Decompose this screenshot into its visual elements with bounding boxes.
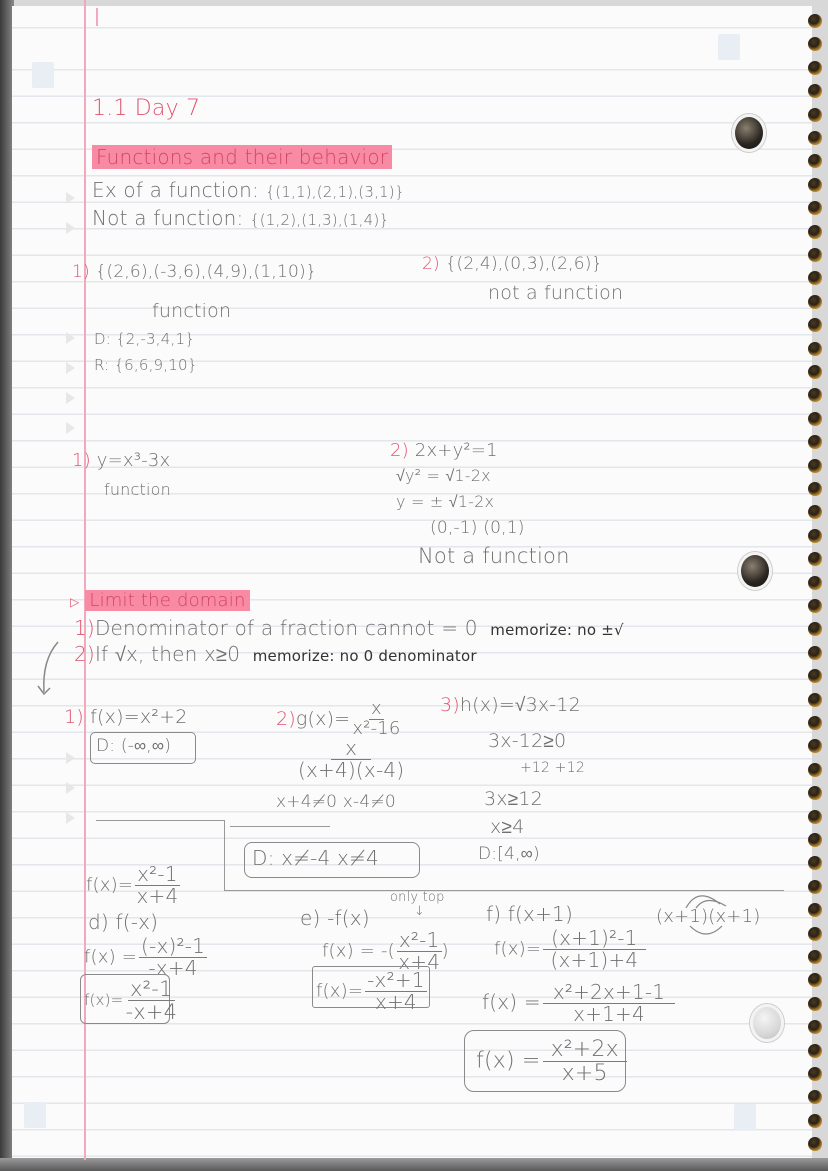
domain-rule-1: 1)Denominator of a fraction cannot = 0 memorize: no ±√ xyxy=(74,616,624,640)
spiral-ring-icon xyxy=(808,1114,822,1128)
spiral-ring-icon xyxy=(808,716,822,730)
transform-f-side-work: (x+1)(x+1) xyxy=(656,906,761,927)
spiral-ring-icon xyxy=(808,154,822,168)
spiral-ring-icon xyxy=(808,365,822,379)
problem-b2-verdict: Not a function xyxy=(418,544,570,568)
margin-triangle-icon xyxy=(66,422,75,434)
spiral-ring-icon xyxy=(808,529,822,543)
section-heading-functions: Functions and their behavior xyxy=(92,145,392,169)
spiral-ring-icon xyxy=(808,739,822,753)
example-2-conditions: x+4≠0 x-4≠0 xyxy=(276,792,396,812)
spiral-ring-icon xyxy=(808,880,822,894)
bracket-line xyxy=(230,826,330,827)
margin-triangle-icon xyxy=(66,332,75,344)
margin-triangle-icon xyxy=(66,362,75,374)
example-3-step2: +12 +12 xyxy=(520,760,585,776)
spiral-ring-icon xyxy=(808,1044,822,1058)
example-3-step1: 3x-12≥0 xyxy=(488,730,567,752)
down-arrow-icon: ↓ xyxy=(414,904,426,919)
spiral-ring-icon xyxy=(808,131,822,145)
spiral-ring-icon xyxy=(808,669,822,683)
example-2-domain: D: x≠-4 x≠4 xyxy=(252,846,379,870)
section-heading-domain: ▷ Limit the domain xyxy=(70,590,250,611)
bracket-line xyxy=(96,820,224,821)
spiral-ring-icon xyxy=(808,1137,822,1151)
spiral-ring-icon xyxy=(808,412,822,426)
transform-f-step2: f(x) = $\frac{\text{x²+2x+1-1}}{x+1+4}$ xyxy=(482,982,675,1025)
example-3-step3: 3x≥12 xyxy=(484,788,543,810)
margin-triangle-icon xyxy=(66,392,75,404)
spiral-ring-icon xyxy=(808,318,822,332)
problem-b1-verdict: function xyxy=(104,480,171,499)
problem-b2-step1: √y² = √1-2x xyxy=(396,466,491,485)
nonexample-function-line: Not a function: {(1,2),(1,3),(1,4)} xyxy=(92,206,390,230)
problem-b2-points: (0,-1) (0,1) xyxy=(430,518,525,538)
spiral-ring-icon xyxy=(808,1067,822,1081)
problem-b2: 2) 2x+y²=1 xyxy=(390,440,498,461)
spiral-ring-icon xyxy=(808,225,822,239)
spiral-ring-icon xyxy=(808,295,822,309)
corner-mark-icon xyxy=(734,1104,756,1130)
spiral-ring-icon xyxy=(808,786,822,800)
transform-d-answer: f(x)= $\frac{\text{x²-1}}{-x+4}$ xyxy=(84,977,178,1025)
spiral-ring-icon xyxy=(808,927,822,941)
spiral-ring-icon xyxy=(808,178,822,192)
transform-e-step: f(x) = -( $\frac{\text{x²-1}}{x+4}$ ) xyxy=(322,928,449,974)
curved-arrow-icon xyxy=(34,640,64,700)
spiral-ring-icon xyxy=(808,84,822,98)
example-2: 2)g(x)= $\frac{x}{\text{x²-16}}$ xyxy=(276,698,401,739)
example-3-step4: x≥4 xyxy=(490,816,525,838)
margin-triangle-icon xyxy=(66,782,75,794)
corner-mark-icon xyxy=(24,1102,46,1128)
problem-a1: 1) {(2,6),(-3,6),(4,9),(1,10)} xyxy=(72,262,317,282)
spiral-ring-icon xyxy=(808,973,822,987)
margin-triangle-icon xyxy=(66,752,75,764)
spiral-ring-icon xyxy=(808,856,822,870)
problem-a1-range: R: {6,6,9,10} xyxy=(94,356,198,374)
transform-e-label: e) -f(x) xyxy=(300,906,370,930)
spiral-ring-icon xyxy=(808,248,822,262)
spiral-ring-icon xyxy=(808,693,822,707)
transform-f-step1: f(x)= $\frac{\text{(x+1)²-1}}{(x+1)+4}$ xyxy=(494,928,646,971)
problem-b1: 1) y=x³-3x xyxy=(72,450,171,471)
transform-e-note: only top xyxy=(390,890,445,905)
spiral-ring-icon xyxy=(808,505,822,519)
spiral-ring-icon xyxy=(808,435,822,449)
page-title: 1.1 Day 7 xyxy=(92,96,201,121)
transform-f-label: f) f(x+1) xyxy=(486,902,573,926)
problem-a1-domain: D: {2,-3,4,1} xyxy=(94,330,195,348)
transform-f-answer: f(x) = $\frac{\text{x²+2x}}{x+5}$ xyxy=(476,1038,627,1085)
spiral-ring-icon xyxy=(808,108,822,122)
punch-hole-icon xyxy=(738,552,772,590)
spiral-ring-icon xyxy=(808,388,822,402)
margin-triangle-icon xyxy=(66,812,75,824)
problem-a2-verdict: not a function xyxy=(488,282,624,304)
spiral-ring-icon xyxy=(808,1020,822,1034)
spiral-ring-icon xyxy=(808,14,822,28)
problem-b2-step2: y = ± √1-2x xyxy=(396,492,495,511)
spiral-ring-icon xyxy=(808,997,822,1011)
example-1-domain: D: (-∞,∞) xyxy=(96,736,172,756)
foil-arrows-icon xyxy=(676,886,736,946)
example-1: 1) f(x)=x²+2 xyxy=(64,706,188,728)
punch-hole-icon xyxy=(750,1004,784,1042)
transform-d-label: d) f(-x) xyxy=(88,910,159,934)
spiral-ring-icon xyxy=(808,552,822,566)
spiral-ring-icon xyxy=(808,342,822,356)
punch-hole-icon xyxy=(732,114,766,152)
spiral-ring-icon xyxy=(808,271,822,285)
spiral-ring-icon xyxy=(808,1090,822,1104)
spiral-ring-icon xyxy=(808,810,822,824)
transform-d-step: f(x) = $\frac{\text{(-x)²-1}}{-x+4}$ xyxy=(84,934,206,980)
spiral-ring-icon xyxy=(808,622,822,636)
spiral-ring-icon xyxy=(808,61,822,75)
spiral-ring-icon xyxy=(808,482,822,496)
spiral-ring-icon xyxy=(808,763,822,777)
example-3: 3)h(x)=√3x-12 xyxy=(440,694,581,716)
spiral-ring-icon xyxy=(808,576,822,590)
example-function-line: Ex of a function: {(1,1),(2,1),(3,1)} xyxy=(92,178,405,202)
base-function: f(x)= $\frac{\text{x²-1}}{x+4}$ xyxy=(86,862,179,908)
domain-rule-2: 2)If √x, then x≥0 memorize: no 0 denominator xyxy=(74,642,477,666)
corner-mark-icon xyxy=(718,34,740,60)
margin-triangle-icon xyxy=(66,222,75,234)
scan-edge-bottom xyxy=(0,1158,828,1171)
problem-a1-verdict: function xyxy=(152,300,232,322)
header-margin-tick xyxy=(96,8,98,26)
spiral-ring-icon xyxy=(808,201,822,215)
example-3-domain: D:[4,∞) xyxy=(478,844,540,864)
spiral-ring-icon xyxy=(808,599,822,613)
spiral-ring-icon xyxy=(808,833,822,847)
spiral-ring-icon xyxy=(808,37,822,51)
spiral-ring-icon xyxy=(808,459,822,473)
spiral-ring-icon xyxy=(808,646,822,660)
margin-triangle-icon xyxy=(66,192,75,204)
spiral-ring-icon xyxy=(808,903,822,917)
transform-e-answer: f(x)= $\frac{\text{-x²+1}}{x+4}$ xyxy=(316,968,425,1014)
spiral-ring-icon xyxy=(808,950,822,964)
example-2-factored: $\frac{x}{(x+4)(x-4)}$ xyxy=(298,736,405,782)
corner-mark-icon xyxy=(32,62,54,88)
bracket-line xyxy=(224,820,225,890)
problem-a2: 2) {(2,4),(0,3),(2,6)} xyxy=(422,254,603,274)
